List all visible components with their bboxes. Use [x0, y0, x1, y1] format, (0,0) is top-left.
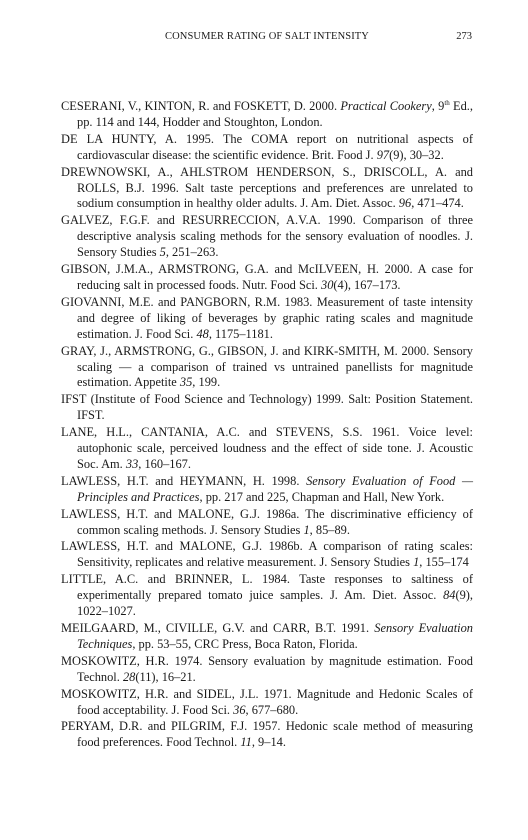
- page-number: 273: [456, 31, 472, 42]
- reference-entry: [61, 654, 473, 686]
- italic-text: 28: [122, 669, 136, 684]
- italic-text: 35: [179, 375, 193, 390]
- reference-text: PERYAM, D.R. and PILGRIM, F.J. 1957. Hedonic scale method of measuring food preferences. Food Technol.: [61, 719, 473, 750]
- reference-entry: [61, 425, 473, 473]
- reference-entry: [61, 687, 473, 719]
- reference-entry: [61, 572, 473, 620]
- italic-text: Sensory Evaluation Techniques: [77, 621, 473, 651]
- reference-text: , 471–474.: [411, 196, 464, 211]
- reference-text: , 251–263.: [165, 245, 219, 260]
- superscript: th: [444, 98, 450, 107]
- reference-text: GIOVANNI, M.E. and PANGBORN, R.M. 1983. Measurement of taste intensity and degree of liking of beverages by graphic rating scales and magnitude estimation. J. Food Sci.: [61, 294, 473, 341]
- reference-text: DE LA HUNTY, A. 1995. The COMA report on nutritional aspects of cardiovascular disease: the scientific evidence. Brit. Food J.: [61, 131, 473, 162]
- italic-text: Practical Cookery: [340, 99, 432, 113]
- italic-text: 1: [303, 522, 310, 537]
- reference-entry: [61, 262, 473, 294]
- reference-text: , 155–174: [419, 555, 469, 570]
- reference-text: , 85–89.: [309, 522, 350, 537]
- italic-text: 1: [413, 555, 420, 570]
- reference-text: MOSKOWITZ, H.R. and SIDEL, J.L. 1971. Magnitude and Hedonic Scales of food acceptability. J. Food Sci.: [61, 686, 473, 717]
- reference-entry: [61, 392, 473, 424]
- page-header: [62, 31, 472, 45]
- reference-text: , 677–680.: [245, 702, 299, 717]
- reference-text: LAWLESS, H.T. and MALONE, G.J. 1986a. The discriminative efficiency of common scaling methods. J. Sensory Studies: [61, 506, 473, 537]
- reference-entry: [61, 719, 473, 751]
- running-title: CONSUMER RATING OF SALT INTENSITY: [165, 31, 369, 42]
- italic-text: 36: [233, 702, 246, 717]
- italic-text: 48: [196, 326, 209, 341]
- reference-text: , pp. 217 and 225, Chapman and Hall, New York.: [199, 489, 445, 504]
- reference-entry: [61, 539, 473, 571]
- reference-text: LITTLE, A.C. and BRINNER, L. 1984. Taste responses to saltiness of experimentally prepared tomato juice samples. J. Am. Diet. Assoc.: [61, 572, 473, 603]
- reference-text: , pp. 53–55, CRC Press, Boca Raton, Florida.: [132, 636, 358, 651]
- reference-text: LANE, H.L., CANTANIA, A.C. and STEVENS, S.S. 1961. Voice level: autophonic scale, perceived loudness and the effect of side tone. J. Acoustic Soc. Am.: [61, 425, 473, 471]
- italic-text: 5: [159, 245, 166, 260]
- reference-entry: [61, 132, 473, 164]
- reference-entry: [61, 507, 473, 539]
- reference-entry: [61, 213, 473, 261]
- reference-text: MEILGAARD, M., CIVILLE, G.V. and CARR, B.T. 1991.: [61, 621, 375, 635]
- reference-entry: [61, 165, 473, 213]
- reference-text: , 9–14.: [251, 735, 286, 750]
- reference-entry: [61, 99, 473, 131]
- italic-text: 97: [376, 147, 390, 162]
- reference-entry: [61, 474, 473, 506]
- italic-text: 84: [443, 588, 456, 603]
- reference-text: MOSKOWITZ, H.R. 1974. Sensory evaluation by magnitude estimation. Food Technol.: [61, 653, 473, 684]
- reference-text: LAWLESS, H.T. and HEYMANN, H. 1998.: [61, 473, 307, 488]
- reference-text: IFST (Institute of Food Science and Technology) 1999. Salt: Position Statement. IFST.: [61, 392, 473, 423]
- reference-text: , 199.: [192, 375, 221, 390]
- reference-list: [61, 99, 473, 752]
- reference-text: Ed., pp. 114 and 144, Hodder and Stoughton, London.: [77, 99, 474, 129]
- reference-text: , 160–167.: [138, 456, 191, 471]
- reference-text: (11), 16–21.: [135, 669, 196, 684]
- reference-text: (9), 30–32.: [389, 147, 444, 162]
- italic-text: 11: [240, 735, 252, 750]
- reference-text: GIBSON, J.M.A., ARMSTRONG, G.A. and McILVEEN, H. 2000. A case for reducing salt in processed foods. Nutr. Food Sci.: [61, 262, 473, 292]
- reference-text: (9), 1022–1027.: [77, 588, 473, 619]
- reference-entry: [61, 344, 473, 392]
- reference-text: CESERANI, V., KINTON, R. and FOSKETT, D. 2000.: [61, 99, 341, 113]
- reference-entry: [61, 621, 473, 653]
- italic-text: 96: [398, 196, 412, 211]
- italic-text: 33: [125, 456, 139, 471]
- italic-text: 30: [321, 277, 334, 292]
- reference-text: GRAY, J., ARMSTRONG, G., GIBSON, J. and KIRK-SMITH, M. 2000. Sensory scaling — a comparison of trained vs untrained panellists for magnitude estimation. Appetite: [61, 343, 473, 390]
- reference-text: DREWNOWSKI, A., AHLSTROM HENDERSON, S., DRISCOLL, A. and ROLLS, B.J. 1996. Salt taste perceptions and preferences are unrelated to sodium consumption in healthy older adults. J. Am. Diet. Assoc.: [61, 164, 473, 211]
- reference-text: , 9: [431, 99, 445, 113]
- reference-entry: [61, 295, 473, 343]
- italic-text: Sensory Evaluation of Food — Principles and Practices: [77, 473, 473, 504]
- reference-text: LAWLESS, H.T. and MALONE, G.J. 1986b. A comparison of rating scales: Sensitivity, replicates and relative measurement. J. Sensory Studies: [61, 539, 473, 570]
- reference-text: (4), 167–173.: [333, 277, 401, 292]
- reference-text: GALVEZ, F.G.F. and RESURRECCION, A.V.A. 1990. Comparison of three descriptive analysis scaling methods for the sensory evaluation of noodles. J. Sensory Studies: [61, 213, 473, 260]
- reference-text: , 1175–1181.: [208, 326, 273, 341]
